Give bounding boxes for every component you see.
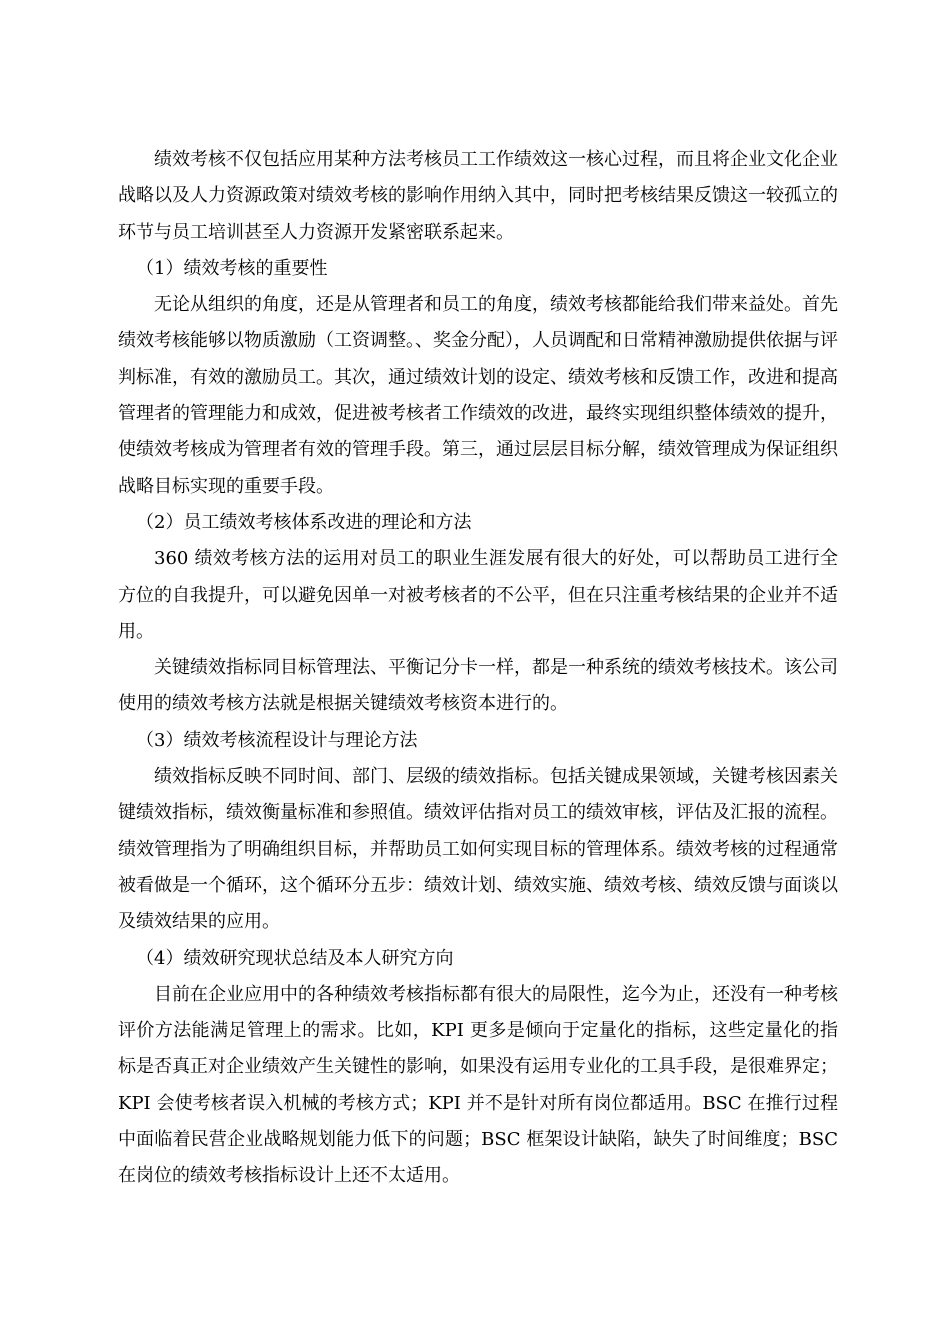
section-heading-3: （3）绩效考核流程设计与理论方法 [136, 729, 418, 751]
paragraph-intro: 绩效考核不仅包括应用某种方法考核员工工作绩效这一核心过程，而且将企业文化企业战略以及人力资源政策对绩效考核的影响作用纳入其中，同时把考核结果反馈这一较孤立的环节与员工培训甚至人力资源开发紧密联系起来。 [118, 149, 838, 243]
section-heading-1: （1）绩效考核的重要性 [136, 257, 328, 279]
document-body [118, 142, 838, 1195]
section-heading-2: （2）员工绩效考核体系改进的理论和方法 [136, 511, 472, 533]
paragraph-importance: 无论从组织的角度，还是从管理者和员工的角度，绩效考核都能给我们带来益处。首先绩效考核能够以物质激励（工资调整。、奖金分配），人员调配和日常精神激励提供依据与评判标准，有效的激励员工。其次，通过绩效计划的设定、绩效考核和反馈工作，改进和提高管理者的管理能力和成效，促进被考核者工作绩效的改进，最终实现组织整体绩效的提升，使绩效考核成为管理者有效的管理手段。第三，通过层层目标分解，绩效管理成为保证组织战略目标实现的重要手段。 [118, 294, 838, 497]
paragraph-kpi-method: 关键绩效指标同目标管理法、平衡记分卡一样，都是一种系统的绩效考核技术。该公司使用的绩效考核方法就是根据关键绩效考核资本进行的。 [118, 657, 838, 715]
paragraph-360-method: 360 绩效考核方法的运用对员工的职业生涯发展有很大的好处，可以帮助员工进行全方位的自我提升，可以避免因单一对被考核者的不公平，但在只注重考核结果的企业并不适用。 [118, 548, 838, 642]
paragraph-process: 绩效指标反映不同时间、部门、层级的绩效指标。包括关键成果领域，关键考核因素关键绩效指标，绩效衡量标准和参照值。绩效评估指对员工的绩效审核，评估及汇报的流程。绩效管理指为了明确组织目标，并帮助员工如何实现目标的管理体系。绩效考核的过程通常被看做是一个循环，这个循环分五步：绩效计划、绩效实施、绩效考核、绩效反馈与面谈以及绩效结果的应用。 [118, 766, 838, 933]
section-heading-4: （4）绩效研究现状总结及本人研究方向 [136, 947, 454, 969]
paragraph-summary: 目前在企业应用中的各种绩效考核指标都有很大的局限性，迄今为止，还没有一种考核评价方法能满足管理上的需求。比如，KPI 更多是倾向于定量化的指标，这些定量化的指标是否真正对企业绩效产生关键性的影响，如果没有运用专业化的工具手段，是很难界定；KPI 会使考核者误入机械的考核方式；KPI 并不是针对所有岗位都适用。BSC 在推行过程中面临着民营企业战略规划能力低下的问题；BSC 框架设计缺陷，缺失了时间维度；BSC 在岗位的绩效考核指标设计上还不太适用。 [118, 983, 838, 1187]
